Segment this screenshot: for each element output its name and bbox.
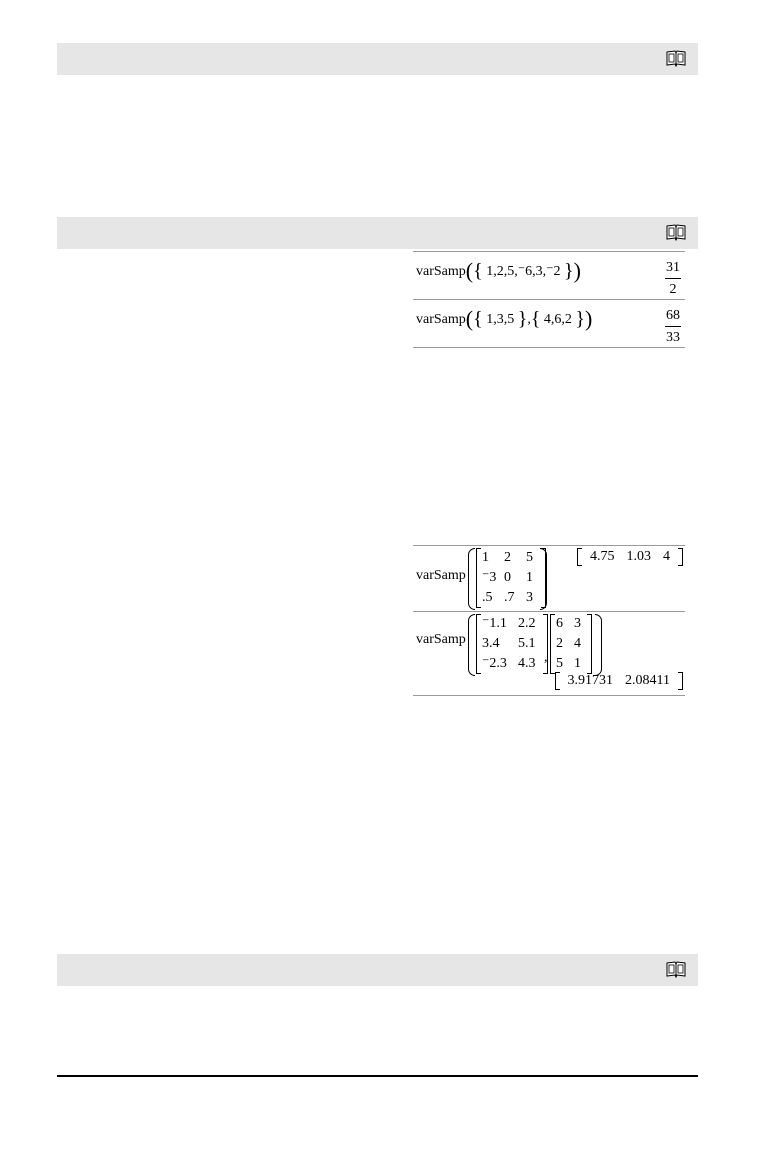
weight-matrix: 6 3 2 4 5 1 [550, 614, 592, 674]
input-matrix: 1 2 5 ⁻3 0 1 .5 .7 3 [476, 548, 546, 608]
example-row [413, 252, 685, 300]
result-fraction: $\frac{31}{2}$ [666, 260, 680, 297]
expression: varSamp({ 1,2,5,⁻6,3,⁻2 }) [416, 258, 581, 283]
example-row [413, 546, 685, 612]
list-weights: 4,6,2 [543, 312, 572, 327]
section-header-bar [57, 217, 698, 249]
left-paren [468, 614, 475, 676]
function-name: varSamp [416, 632, 466, 647]
right-paren [595, 614, 602, 676]
comma: , [544, 650, 548, 665]
expression: varSamp({ 1,3,5 },{ 4,6,2 }) [416, 306, 593, 331]
result-fraction: $\frac{68}{33}$ [666, 308, 680, 345]
example-row [413, 612, 685, 696]
right-paren [540, 548, 547, 610]
section-header-bar [57, 954, 698, 986]
example-table-lists [413, 251, 685, 348]
function-name: varSamp [416, 568, 466, 583]
section-header-bar [57, 43, 698, 75]
left-paren [468, 548, 475, 610]
book-icon [666, 224, 686, 241]
value-matrix: ⁻1.1 2.2 3.4 5.1 ⁻2.3 4.3 [476, 614, 548, 674]
result-row-vector: 3.91731 2.08411 [555, 672, 683, 690]
example-table-matrices [413, 545, 685, 696]
book-icon [666, 961, 686, 978]
example-row [413, 300, 685, 348]
list-values: 1,2,5,⁻6,3,⁻2 [486, 264, 561, 279]
footer-rule [57, 1075, 698, 1077]
result-row-vector: 4.75 1.03 4 [577, 548, 683, 566]
book-icon [666, 50, 686, 67]
list-values: 1,3,5 [486, 312, 515, 327]
